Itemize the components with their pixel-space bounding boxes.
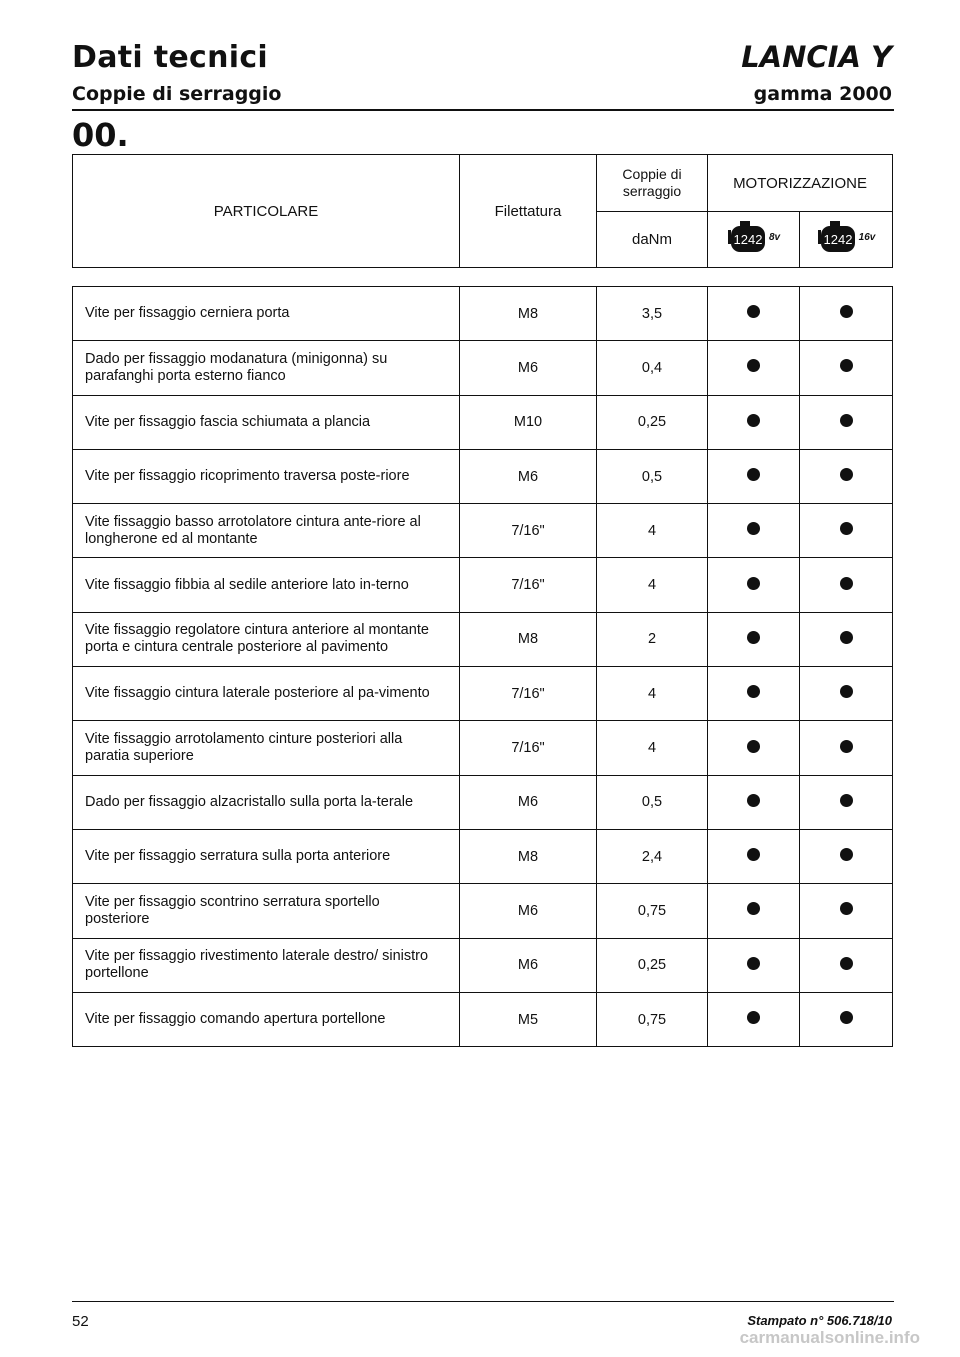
engine-16v-applicability	[800, 667, 893, 721]
torque-value: 4	[597, 504, 708, 558]
bullet-icon	[747, 305, 760, 318]
thread-size: 7/16"	[460, 667, 597, 721]
table-row	[73, 775, 893, 829]
engine-8v-applicability	[708, 287, 800, 341]
bullet-icon	[747, 522, 760, 535]
column-header-unit: daNm	[597, 212, 708, 268]
engine-16v-badge	[817, 221, 876, 255]
engine-8v-applicability	[708, 667, 800, 721]
bullet-icon	[747, 685, 760, 698]
engine-8v-applicability	[708, 504, 800, 558]
bullet-icon	[840, 577, 853, 590]
part-description: Vite fissaggio fibbia al sedile anteriore lato in-terno	[73, 558, 460, 612]
thread-size: M8	[460, 287, 597, 341]
table-row	[73, 449, 893, 503]
table-row	[73, 287, 893, 341]
part-description: Vite fissaggio regolatore cintura anteriore al montante porta e cintura centrale posteriore al pavimento	[73, 612, 460, 666]
bullet-icon	[840, 468, 853, 481]
torque-value: 0,25	[597, 395, 708, 449]
section-number: 00.	[72, 116, 129, 154]
thread-size: 7/16"	[460, 558, 597, 612]
engine-16v-applicability	[800, 612, 893, 666]
engine-8v-applicability	[708, 395, 800, 449]
bullet-icon	[747, 414, 760, 427]
engine-16v-applicability	[800, 884, 893, 938]
part-description: Vite per fissaggio scontrino serratura sportello posteriore	[73, 884, 460, 938]
column-header-part: PARTICOLARE	[73, 155, 460, 268]
table-row	[73, 558, 893, 612]
engine-valves-label: 16v	[858, 232, 876, 243]
engine-8v-applicability	[708, 884, 800, 938]
footer-divider	[72, 1301, 894, 1302]
engine-8v-badge	[727, 221, 780, 255]
torque-value: 4	[597, 667, 708, 721]
bullet-icon	[747, 468, 760, 481]
bullet-icon	[840, 848, 853, 861]
engine-8v-applicability	[708, 721, 800, 775]
engine-code: 1242	[823, 231, 853, 247]
bullet-icon	[840, 305, 853, 318]
table-row	[73, 667, 893, 721]
thread-size: M8	[460, 612, 597, 666]
print-reference: Stampato n° 506.718/10	[747, 1313, 892, 1328]
thread-size: M6	[460, 884, 597, 938]
engine-icon	[727, 221, 767, 255]
engine-icon	[817, 221, 857, 255]
thread-size: M6	[460, 341, 597, 395]
engine-8v-header	[708, 212, 800, 268]
part-description: Dado per fissaggio modanatura (minigonna) su parafanghi porta esterno fianco	[73, 341, 460, 395]
engine-16v-applicability	[800, 449, 893, 503]
engine-16v-applicability	[800, 558, 893, 612]
column-header-engine: MOTORIZZAZIONE	[708, 155, 893, 212]
table-row	[73, 504, 893, 558]
engine-16v-applicability	[800, 992, 893, 1046]
thread-size: 7/16"	[460, 504, 597, 558]
bullet-icon	[747, 957, 760, 970]
column-header-torque	[597, 155, 708, 212]
torque-value: 0,75	[597, 992, 708, 1046]
engine-8v-applicability	[708, 449, 800, 503]
table-row	[73, 612, 893, 666]
part-description: Vite per fissaggio ricoprimento traversa poste-riore	[73, 449, 460, 503]
bullet-icon	[747, 740, 760, 753]
table-row	[73, 884, 893, 938]
thread-size: M8	[460, 829, 597, 883]
engine-8v-applicability	[708, 341, 800, 395]
table-row	[73, 341, 893, 395]
bullet-icon	[840, 359, 853, 372]
bullet-icon	[747, 848, 760, 861]
engine-code: 1242	[733, 231, 763, 247]
part-description: Vite per fissaggio cerniera porta	[73, 287, 460, 341]
bullet-icon	[840, 522, 853, 535]
table-row	[73, 992, 893, 1046]
thread-size: M6	[460, 938, 597, 992]
part-description: Vite per fissaggio rivestimento laterale destro/ sinistro portellone	[73, 938, 460, 992]
torque-value: 0,25	[597, 938, 708, 992]
engine-16v-applicability	[800, 341, 893, 395]
bullet-icon	[840, 1011, 853, 1024]
engine-16v-applicability	[800, 829, 893, 883]
column-header-thread: Filettatura	[460, 155, 597, 268]
table-row	[73, 721, 893, 775]
engine-16v-applicability	[800, 721, 893, 775]
torque-value: 0,5	[597, 775, 708, 829]
model-range: gamma 2000	[753, 83, 892, 105]
thread-size: M10	[460, 395, 597, 449]
bullet-icon	[840, 794, 853, 807]
torque-value: 0,4	[597, 341, 708, 395]
part-description: Vite per fissaggio serratura sulla porta anteriore	[73, 829, 460, 883]
bullet-icon	[840, 414, 853, 427]
thread-size: M5	[460, 992, 597, 1046]
engine-8v-applicability	[708, 938, 800, 992]
torque-value: 0,5	[597, 449, 708, 503]
engine-valves-label: 8v	[768, 232, 781, 243]
torque-value: 4	[597, 721, 708, 775]
engine-16v-applicability	[800, 504, 893, 558]
torque-header-label: Coppie di serraggio	[622, 166, 682, 199]
header-divider	[72, 109, 894, 111]
bullet-icon	[840, 685, 853, 698]
document-title: Dati tecnici	[72, 40, 268, 75]
bullet-icon	[747, 359, 760, 372]
part-description: Vite fissaggio cintura laterale posteriore al pa-vimento	[73, 667, 460, 721]
torque-value: 2	[597, 612, 708, 666]
thread-size: M6	[460, 775, 597, 829]
bullet-icon	[840, 957, 853, 970]
engine-8v-applicability	[708, 775, 800, 829]
engine-8v-applicability	[708, 992, 800, 1046]
bullet-icon	[747, 902, 760, 915]
torque-value: 4	[597, 558, 708, 612]
part-description: Vite per fissaggio fascia schiumata a plancia	[73, 395, 460, 449]
part-description: Vite fissaggio arrotolamento cinture posteriori alla paratia superiore	[73, 721, 460, 775]
thread-size: 7/16"	[460, 721, 597, 775]
torque-value: 2,4	[597, 829, 708, 883]
engine-16v-applicability	[800, 287, 893, 341]
engine-16v-applicability	[800, 938, 893, 992]
torque-table	[72, 286, 893, 1047]
part-description: Vite fissaggio basso arrotolatore cintura ante-riore al longherone ed al montante	[73, 504, 460, 558]
bullet-icon	[840, 740, 853, 753]
table-row	[73, 395, 893, 449]
table-row	[73, 829, 893, 883]
torque-value: 3,5	[597, 287, 708, 341]
bullet-icon	[747, 1011, 760, 1024]
part-description: Dado per fissaggio alzacristallo sulla porta la-terale	[73, 775, 460, 829]
page-number: 52	[72, 1313, 89, 1330]
bullet-icon	[747, 794, 760, 807]
brand-name: LANCIA Y	[741, 40, 892, 74]
watermark-site: carmanualsonline.info	[739, 1328, 920, 1347]
table-row	[73, 938, 893, 992]
bullet-icon	[840, 631, 853, 644]
bullet-icon	[747, 577, 760, 590]
engine-16v-header	[800, 212, 893, 268]
engine-16v-applicability	[800, 395, 893, 449]
torque-value: 0,75	[597, 884, 708, 938]
bullet-icon	[747, 631, 760, 644]
torque-table-body	[73, 287, 893, 1047]
engine-8v-applicability	[708, 612, 800, 666]
engine-16v-applicability	[800, 775, 893, 829]
bullet-icon	[840, 902, 853, 915]
part-description: Vite per fissaggio comando apertura portellone	[73, 992, 460, 1046]
table-header	[72, 154, 893, 268]
thread-size: M6	[460, 449, 597, 503]
engine-8v-applicability	[708, 558, 800, 612]
engine-8v-applicability	[708, 829, 800, 883]
document-subtitle: Coppie di serraggio	[72, 83, 282, 105]
